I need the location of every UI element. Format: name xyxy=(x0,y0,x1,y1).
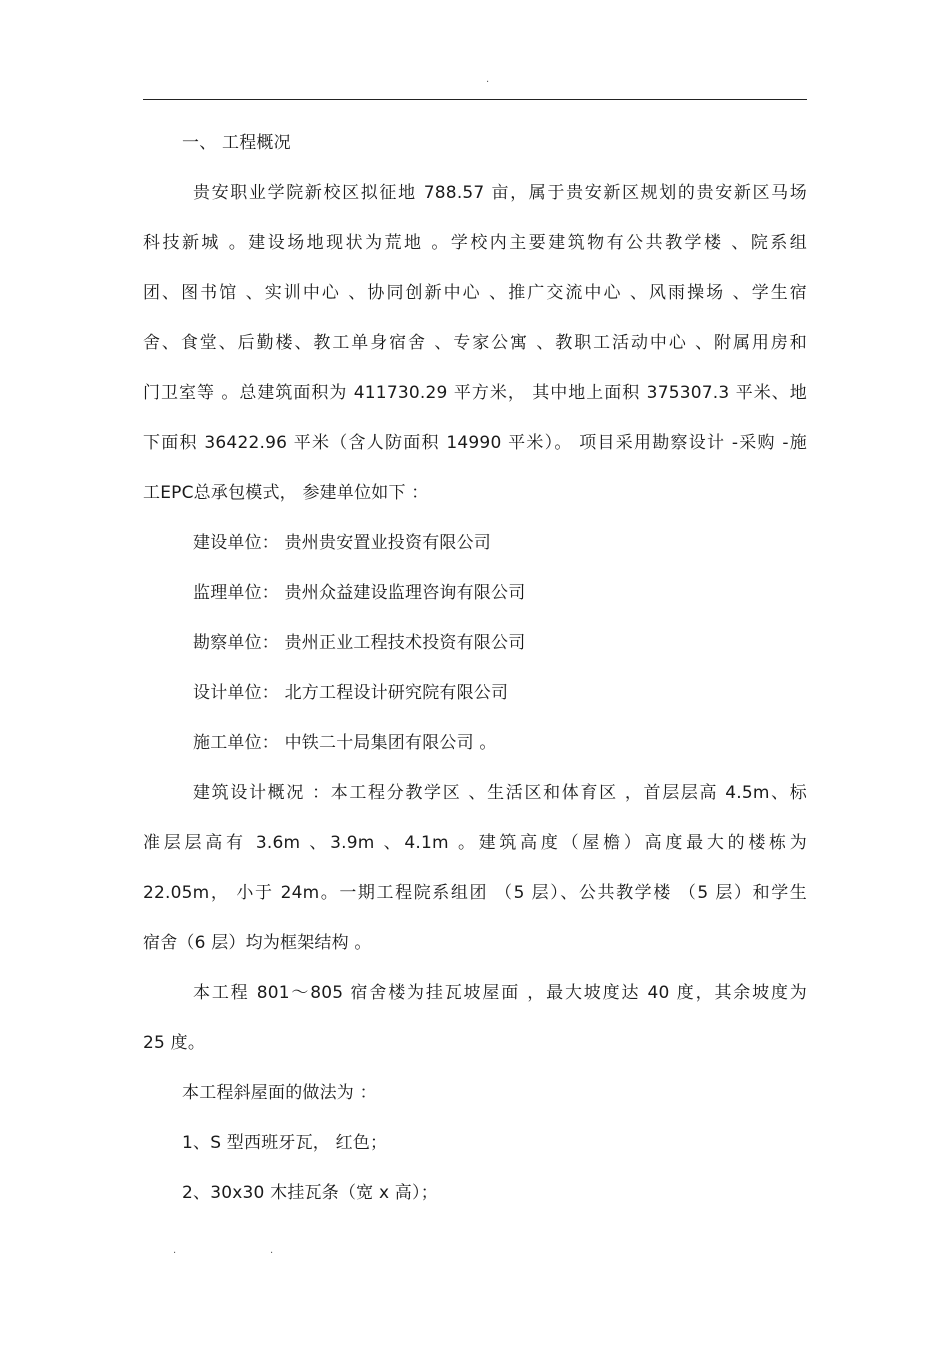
paragraph3-line: 25 度。 xyxy=(143,1033,206,1053)
paragraph1-line: 科技新城 。建设场地现状为荒地 。学校内主要建筑物有公共教学楼 、院系组 xyxy=(143,233,807,253)
unit-survey: 勘察单位： 贵州正业工程技术投资有限公司 xyxy=(193,633,526,653)
footer-dot: . xyxy=(173,1245,177,1256)
unit-construction: 建设单位： 贵州贵安置业投资有限公司 xyxy=(193,533,492,553)
paragraph3-line: 本工程 801～805 宿舍楼为挂瓦坡屋面 ，最大坡度达 40 度，其余坡度为 xyxy=(193,983,807,1003)
paragraph1-line: 团、图书馆 、实训中心 、协同创新中心 、推广交流中心 、风雨操场 、学生宿 xyxy=(143,283,807,303)
paragraph1-line: 下面积 36422.96 平米（含人防面积 14990 平米）。 项目采用勘察设计 -采购 -施 xyxy=(143,433,807,453)
header-dot: . xyxy=(486,74,490,85)
unit-supervision: 监理单位： 贵州众益建设监理咨询有限公司 xyxy=(193,583,526,603)
paragraph1-line: 工EPC总承包模式， 参建单位如下 ： xyxy=(143,483,429,503)
header-rule xyxy=(143,99,807,100)
roof-item: 1、S 型西班牙瓦， 红色； xyxy=(182,1133,388,1153)
paragraph2-line: 宿舍（6 层）均为框架结构 。 xyxy=(143,933,372,953)
section-title: 一、 工程概况 xyxy=(182,133,291,153)
unit-design: 设计单位： 北方工程设计研究院有限公司 xyxy=(193,683,509,703)
paragraph2-line: 22.05m， 小于 24m。一期工程院系组团 （5 层）、公共教学楼 （5 层）和学生 xyxy=(143,883,807,903)
paragraph1-line: 舍、食堂、后勤楼、教工单身宿舍 、专家公寓 、教职工活动中心 、附属用房和 xyxy=(143,333,807,353)
footer-dot: . xyxy=(270,1245,274,1256)
paragraph1-line: 门卫室等 。总建筑面积为 411730.29 平方米， 其中地上面积 375307.3 平米、地 xyxy=(143,383,807,403)
unit-contractor: 施工单位： 中铁二十局集团有限公司 。 xyxy=(193,733,497,753)
paragraph2-line: 准层层高有 3.6m 、3.9m 、4.1m 。建筑高度（屋檐）高度最大的楼栋为 xyxy=(143,833,807,853)
roof-item: 2、30x30 木挂瓦条（宽 x 高）； xyxy=(182,1183,438,1203)
paragraph2-line: 建筑设计概况 ：本工程分教学区 、生活区和体育区 ，首层层高 4.5m、标 xyxy=(193,783,807,803)
paragraph1-line: 贵安职业学院新校区拟征地 788.57 亩，属于贵安新区规划的贵安新区马场 xyxy=(193,183,807,203)
roof-heading: 本工程斜屋面的做法为 ： xyxy=(182,1083,377,1103)
